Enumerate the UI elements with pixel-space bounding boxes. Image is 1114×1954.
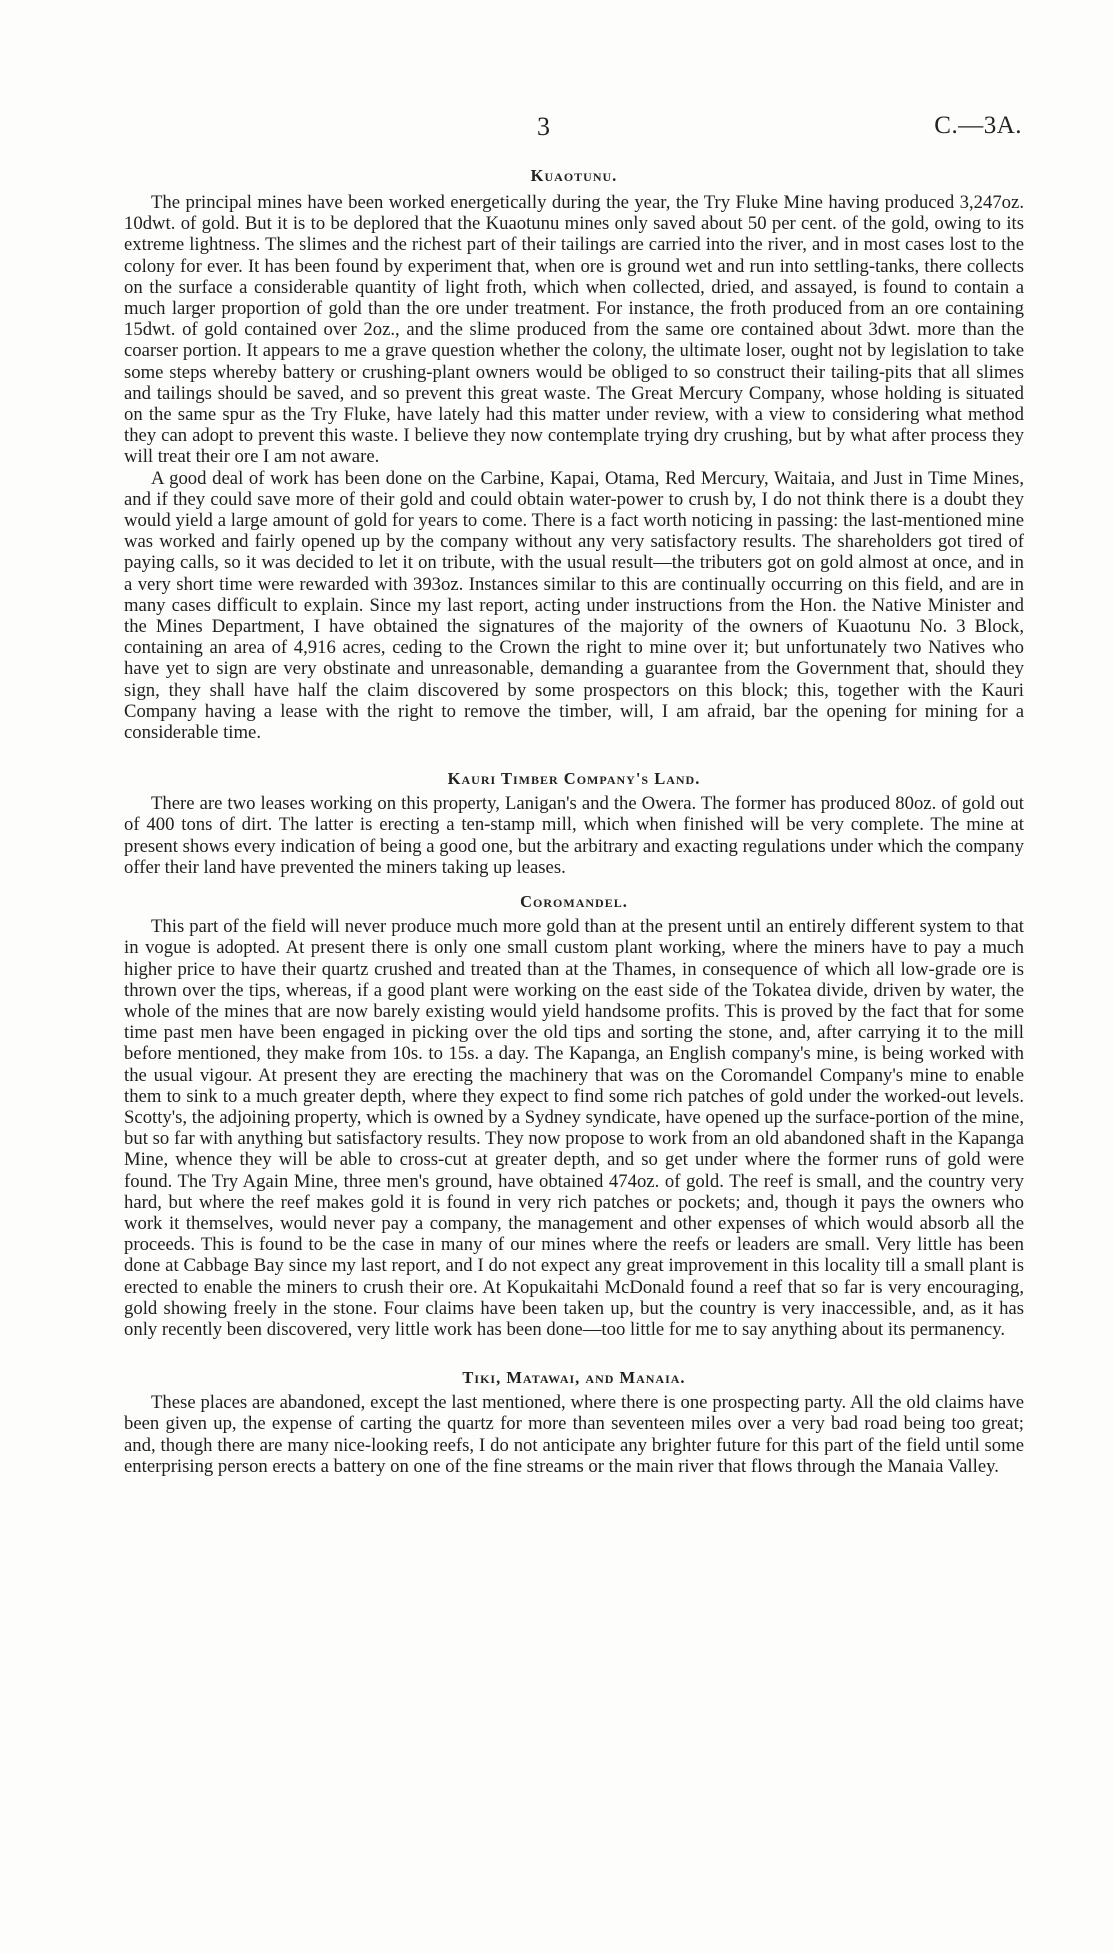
- paragraph-coromandel-1: This part of the field will never produce much more gold than at the present until an entirely different system to that in vogue is adopted. At present there is only one small custom plant working, where the miners have to pay a much higher price to have their quartz crushed and treated than at the Thames, in consequence of which all low-grade ore is thrown over the tips, whereas, if a good plant were working on the east side of the Tokatea divide, driven by water, the whole of the mines that are now barely existing would yield handsome profits. This is proved by the fact that for some time past men have been engaged in picking over the old tips and sorting the stone, and, after carrying it to the mill before mentioned, they make from 10s. to 15s. a day. The Kapanga, an English company's mine, is being worked with the usual vigour. At present they are erecting the machinery that was on the Coromandel Company's mine to enable them to sink to a much greater depth, where they expect to find some rich patches of gold under the worked-out levels. Scotty's, the adjoining property, which is owned by a Sydney syndicate, have opened up the surface-portion of the mine, but so far with anything but satisfactory results. They now propose to work from an old abandoned shaft in the Kapanga Mine, whence they will be able to cross-cut at greater depth, and so get under where the former runs of gold were found. The Try Again Mine, three men's ground, have obtained 474oz. of gold. The reef is small, and the country very hard, but where the reef makes gold it is found in very rich patches or pockets; and, though it pays the owners who work it themselves, would never pay a company, the management and other expenses of which would absorb all the proceeds. This is found to be the case in many of our mines where the reefs or leaders are small. Very little has been done at Cabbage Bay since my last report, and I do not expect any great improvement in this locality till a small plant is erected to enable the miners to crush their ore. At Kopukaitahi McDonald found a reef that so far is very encouraging, gold showing freely in the stone. Four claims have been taken up, but the country is very inaccessible, and, as it has only recently been discovered, very little work has been done—too little for me to say anything about its permanency.: [124, 916, 1024, 1340]
- paragraph-kuaotunu-2: A good deal of work has been done on the Carbine, Kapai, Otama, Red Mercury, Waitaia, and Just in Time Mines, and if they could save more of their gold and could obtain water-power to crush by, I do not think there is a doubt they would yield a large amount of gold for years to come. There is a fact worth noticing in passing: the last-mentioned mine was worked and fairly opened up by the company without any very satisfactory results. The shareholders got tired of paying calls, so it was decided to let it on tribute, with the usual result—the tributers got on gold almost at once, and in a very short time were rewarded with 393oz. Instances similar to this are continually occurring on this field, and are in many cases difficult to explain. Since my last report, acting under instructions from the Hon. the Native Minister and the Mines Department, I have obtained the signatures of the majority of the owners of Kuaotunu No. 3 Block, containing an area of 4,916 acres, ceding to the Crown the right to mine over it; but unfortunately two Natives who have yet to sign are very obstinate and unreasonable, demanding a guarantee from the Government that, should they sign, they shall have half the claim discovered by some prospectors on this block; this, together with the Kauri Company having a lease with the right to remove the timber, will, I am afraid, bar the opening for mining for a considerable time.: [124, 467, 1024, 744]
- section-heading-kauri-timber: Kauri Timber Company's Land.: [447, 769, 701, 789]
- page-number: 3: [537, 112, 550, 141]
- section-heading-coromandel: Coromandel.: [520, 892, 628, 912]
- section-heading-kuaotunu: Kuaotunu.: [530, 166, 618, 185]
- paragraph-tiki-matawai-manaia-1: These places are abandoned, except the last mentioned, where there is one prospecting party. All the old claims have been given up, the expense of carting the quartz for more than seventeen miles over a very bad road being too great; and, though there are many nice-looking reefs, I do not anticipate any brighter future for this part of the field until some enterprising person erects a battery on one of the fine streams or the main river that flows through the Manaia Valley.: [124, 1392, 1024, 1477]
- paragraph-kuaotunu-1: The principal mines have been worked energetically during the year, the Try Fluke Mine having produced 3,247oz. 10dwt. of gold. But it is to be deplored that the Kuaotunu mines only saved about 50 per cent. of the gold, owing to its extreme lightness. The slimes and the richest part of their tailings are carried into the river, and in most cases lost to the colony for ever. It has been found by experiment that, when ore is ground wet and run into settling-tanks, there collects on the surface a considerable quantity of light froth, which when collected, dried, and assayed, is found to contain a much larger proportion of gold than the ore under treatment. For instance, the froth produced from an ore containing 15dwt. of gold contained over 2oz., and the slime produced from the same ore contained about 3dwt. more than the coarser portion. It appears to me a grave question whether the colony, the ultimate loser, ought not by legislation to take some steps whereby battery or crushing-plant owners would be obliged to so construct their tailing-pits that all slimes and tailings should be saved, and so prevent this great waste. The Great Mercury Company, whose holding is situated on the same spur as the Try Fluke, have lately had this matter under review, with a view to considering what method they can adopt to prevent this waste. I believe they now contemplate trying dry crushing, but by what after process they will treat their ore I am not aware.: [124, 192, 1024, 468]
- paragraph-kauri-timber-1: There are two leases working on this property, Lanigan's and the Owera. The former has produced 80oz. of gold out of 400 tons of dirt. The latter is erecting a ten-stamp mill, which when finished will be very complete. The mine at present shows every indication of being a good one, but the arbitrary and exacting regulations under which the company offer their land have prevented the miners taking up leases.: [124, 793, 1024, 878]
- page-body: [124, 166, 1024, 1477]
- section-heading-tiki-matawai-manaia: Tiki, Matawai, and Manaia.: [462, 1368, 686, 1388]
- document-reference: C.—3A.: [934, 112, 1022, 139]
